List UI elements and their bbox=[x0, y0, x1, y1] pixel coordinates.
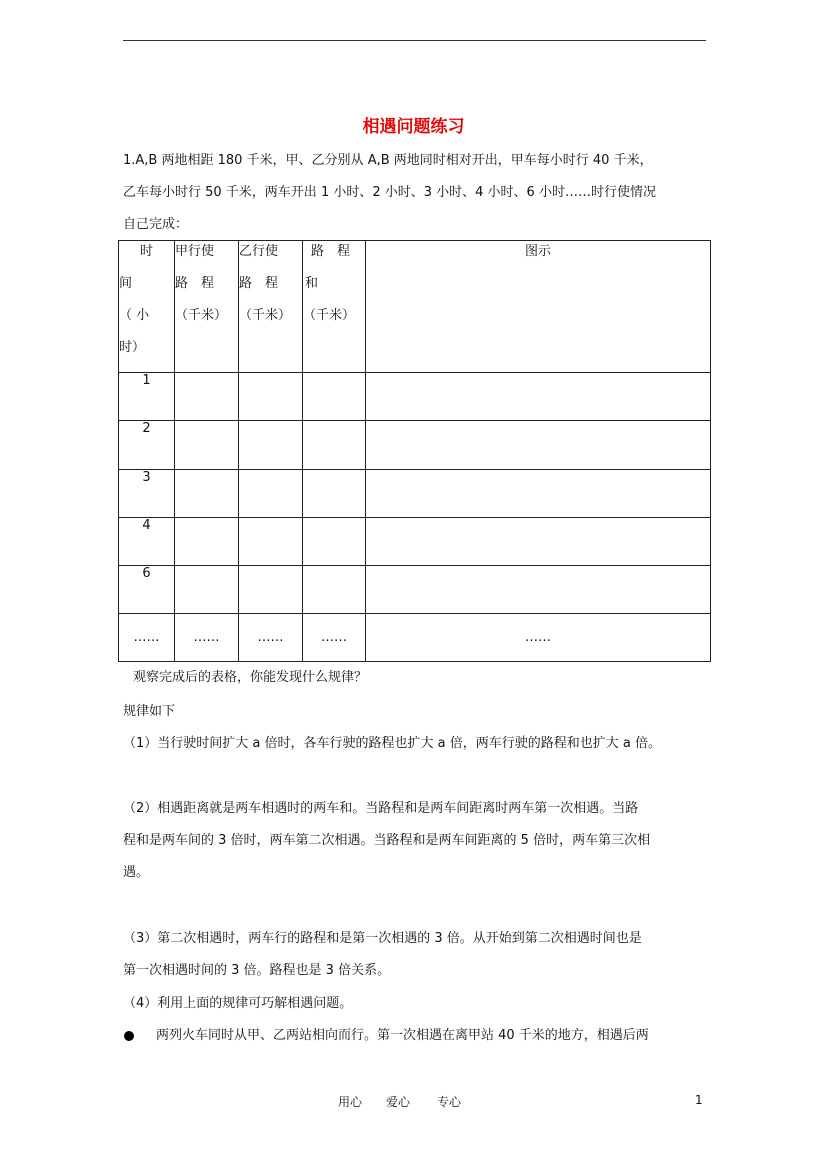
yi-cell bbox=[239, 373, 303, 421]
footer-item: 用心 bbox=[338, 1095, 363, 1109]
problem-line-1: 1.A,B 两地相距 180 千米，甲、乙分别从 A,B 两地同时相对开出，甲车每小时行 40 千米， bbox=[123, 153, 653, 168]
header-diagram: 图示 bbox=[366, 241, 711, 373]
yi-cell bbox=[239, 517, 303, 565]
diagram-cell bbox=[366, 565, 711, 613]
rule-1: （1）当行驶时间扩大 a 倍时，各车行驶的路程也扩大 a 倍，两车行驶的路程和也扩大 a 倍。 bbox=[123, 736, 661, 751]
yi-cell bbox=[239, 421, 303, 469]
travel-table bbox=[118, 240, 711, 662]
sum-cell bbox=[303, 517, 366, 565]
header-distance-sum: 路 程 和 （千米） bbox=[303, 241, 366, 373]
yi-cell bbox=[239, 565, 303, 613]
problem-line-2: 乙车每小时行 50 千米，两车开出 1 小时、2 小时、3 小时、4 小时、6 小时……时行使情况 bbox=[123, 185, 656, 200]
diagram-cell bbox=[366, 421, 711, 469]
table-row bbox=[119, 613, 711, 661]
sum-cell bbox=[303, 373, 366, 421]
bullet-icon bbox=[124, 1031, 134, 1041]
yi-cell bbox=[239, 469, 303, 517]
jia-cell bbox=[175, 565, 239, 613]
jia-cell bbox=[175, 373, 239, 421]
time-cell: 4 bbox=[119, 517, 175, 565]
page-number: 1 bbox=[695, 1093, 703, 1107]
table-row bbox=[119, 373, 711, 421]
jia-cell: …… bbox=[175, 613, 239, 661]
table-row bbox=[119, 469, 711, 517]
table-header-row bbox=[119, 241, 711, 373]
header-jia-distance: 甲行使 路 程 （千米） bbox=[175, 241, 239, 373]
sum-cell bbox=[303, 421, 366, 469]
diagram-cell bbox=[366, 517, 711, 565]
rule-3-line-1: （3）第二次相遇时，两车行的路程和是第一次相遇的 3 倍。从开始到第二次相遇时间也是 bbox=[123, 931, 642, 946]
table-row bbox=[119, 565, 711, 613]
diagram-cell bbox=[366, 373, 711, 421]
rule-4: （4）利用上面的规律可巧解相遇问题。 bbox=[123, 996, 353, 1011]
jia-cell bbox=[175, 469, 239, 517]
rules-heading: 规律如下 bbox=[123, 704, 176, 719]
example-problem: 两列火车同时从甲、乙两站相向而行。第一次相遇在离甲站 40 千米的地方，相遇后两 bbox=[156, 1028, 649, 1043]
diagram-cell bbox=[366, 469, 711, 517]
jia-cell bbox=[175, 421, 239, 469]
yi-cell: …… bbox=[239, 613, 303, 661]
diagram-cell: …… bbox=[366, 613, 711, 661]
observe-question: 观察完成后的表格，你能发现什么规律？ bbox=[133, 670, 368, 685]
sum-cell bbox=[303, 469, 366, 517]
table-row bbox=[119, 517, 711, 565]
footer-item: 专心 bbox=[437, 1095, 462, 1109]
time-cell: 6 bbox=[119, 565, 175, 613]
time-cell: 1 bbox=[119, 373, 175, 421]
rule-2-line-1: （2）相遇距离就是两车相遇时的两车和。当路程和是两车间距离时两车第一次相遇。当路 bbox=[123, 801, 639, 816]
header-yi-distance: 乙行使 路 程 （千米） bbox=[239, 241, 303, 373]
sum-cell bbox=[303, 565, 366, 613]
page-title: 相遇问题练习 bbox=[362, 117, 465, 137]
header-rule bbox=[123, 40, 706, 41]
jia-cell bbox=[175, 517, 239, 565]
sum-cell: …… bbox=[303, 613, 366, 661]
rule-2-line-2: 程和是两车间的 3 倍时，两车第二次相遇。当路程和是两车间距离的 5 倍时，两车第三次相 bbox=[123, 833, 651, 848]
header-time: 时 间 （ 小 时） bbox=[119, 241, 175, 373]
time-cell: 2 bbox=[119, 421, 175, 469]
rule-2-line-3: 遇。 bbox=[123, 865, 150, 880]
rule-3-line-2: 第一次相遇时间的 3 倍。路程也是 3 倍关系。 bbox=[123, 963, 391, 978]
table-row bbox=[119, 421, 711, 469]
time-cell: …… bbox=[119, 613, 175, 661]
time-cell: 3 bbox=[119, 469, 175, 517]
problem-line-3: 自己完成： bbox=[123, 217, 189, 232]
footer-item: 爱心 bbox=[386, 1095, 411, 1109]
